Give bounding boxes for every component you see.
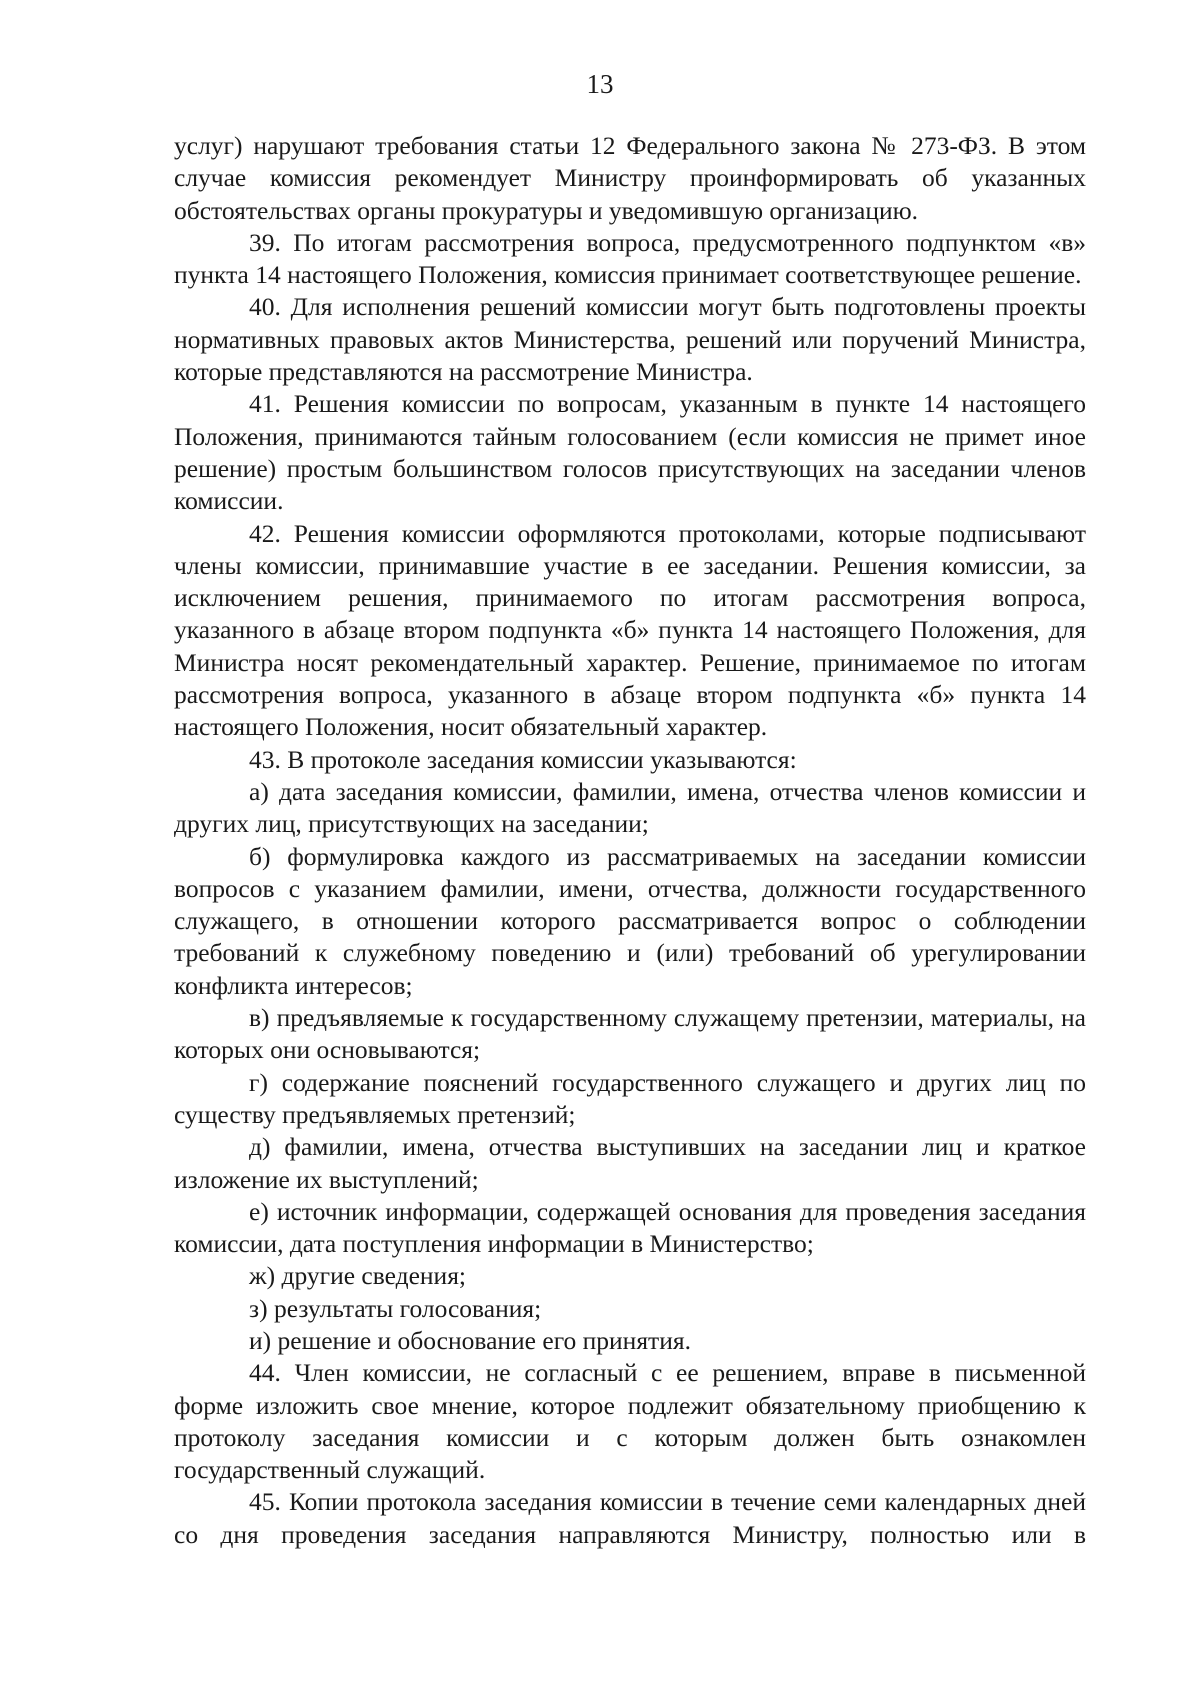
paragraph-39: 39. По итогам рассмотрения вопроса, предусмотренного подпунктом «в» пункта 14 настоящего Положения, комиссия принимает соответствующее решение. — [174, 227, 1086, 290]
paragraph-continuation: услуг) нарушают требования статьи 12 Федерального закона № 273-ФЗ. В этом случае комиссия рекомендует Министру проинформировать об указанных обстоятельствах органы прокуратуры и уведомившую организацию. — [174, 131, 1086, 225]
paragraph-41: 41. Решения комиссии по вопросам, указанным в пункте 14 настоящего Положения, принимаются тайным голосованием (если комиссия не примет иное решение) простым большинством голосов присутствующих на заседании членов комиссии. — [174, 389, 1086, 516]
list-item-i: и) решение и обоснование его принятия. — [249, 1325, 691, 1355]
document-body — [174, 130, 1086, 1551]
paragraph-45: 45. Копии протокола заседания комиссии в течение семи календарных дней со дня проведения заседания направляются Министру, полностью или в — [174, 1487, 1086, 1549]
paragraph-43: 43. В протоколе заседания комиссии указываются: — [249, 744, 797, 774]
paragraph-44: 44. Член комиссии, не согласный с ее решением, вправе в письменной форме изложить свое мнение, которое подлежит обязательному приобщению к протоколу заседания комиссии и с которым должен быть ознакомлен государственный служащий. — [174, 1358, 1086, 1485]
page-number: 13 — [586, 69, 614, 99]
list-item-a: а) дата заседания комиссии, фамилии, имена, отчества членов комиссии и других лиц, присутствующих на заседании; — [174, 776, 1086, 839]
list-item-zh: ж) другие сведения; — [249, 1261, 467, 1291]
list-item-g: г) содержание пояснений государственного служащего и других лиц по существу предъявляемых претензий; — [174, 1067, 1086, 1129]
list-item-b: б) формулировка каждого из рассматриваемых на заседании комиссии вопросов с указанием фамилии, имени, отчества, должности государственного служащего, в отношении которого рассматривается вопрос о соблюдении требований к служебному поведению и (или) требований об урегулировании конфликта интересов; — [174, 841, 1086, 1000]
list-item-e: е) источник информации, содержащей основания для проведения заседания комиссии, дата поступления информации в Министерство; — [174, 1196, 1086, 1259]
list-item-z: з) результаты голосования; — [249, 1293, 542, 1323]
list-item-v: в) предъявляемые к государственному служащему претензии, материалы, на которых они основываются; — [174, 1003, 1086, 1065]
list-item-d: д) фамилии, имена, отчества выступивших на заседании лиц и краткое изложение их выступлений; — [174, 1132, 1086, 1194]
paragraph-42: 42. Решения комиссии оформляются протоколами, которые подписывают члены комиссии, принимавшие участие в ее заседании. Решения комиссии, за исключением решения, принимаемого по итогам рассмотрения вопроса, указанного в абзаце втором подпункта «б» пункта 14 настоящего Положения, для Министра носят рекомендательный характер. Решение, принимаемое по итогам рассмотрения вопроса, указанного в абзаце втором подпункта «б» пункта 14 настоящего Положения, носит обязательный характер. — [174, 518, 1086, 742]
paragraph-40: 40. Для исполнения решений комиссии могут быть подготовлены проекты нормативных правовых актов Министерства, решений или поручений Министра, которые представляются на рассмотрение Министра. — [174, 292, 1086, 387]
